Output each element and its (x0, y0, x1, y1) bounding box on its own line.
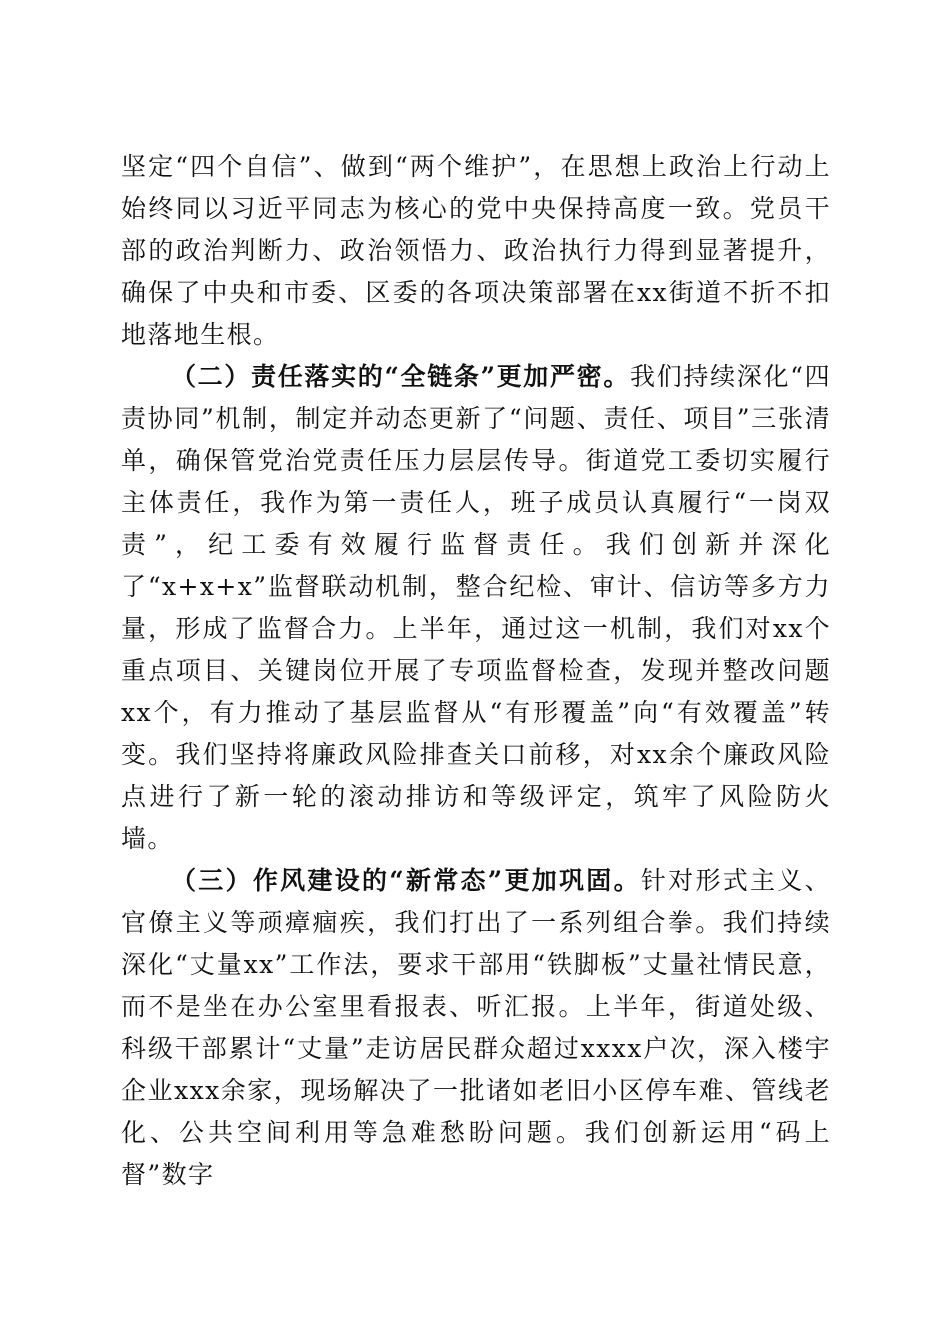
paragraph-text: 坚定“四个自信”、做到“两个维护”，在思想上政治上行动上始终同以习近平同志为核心的党中央保持高度一致。党员干部的政治判断力、政治领悟力、政治执行力得到显著提升，确保了中央和市委、区委的各项决策部署在xx街道不折不扣地落地生根。 (121, 152, 831, 349)
paragraph-text: 我们持续深化“四责协同”机制，制定并动态更新了“问题、责任、项目”三张清单，确保管党治党责任压力层层传导。街道党工委切实履行主体责任，我作为第一责任人，班子成员认真履行“一岗双责”，纪工委有效履行监督责任。我们创新并深化了“x+x+x”监督联动机制，整合纪检、审计、信访等多方力量，形成了监督合力。上半年，通过这一机制，我们对xx个重点项目、关键岗位开展了专项监督检查，发现并整改问题xx个，有力推动了基层监督从“有形覆盖”向“有效覆盖”转变。我们坚持将廉政风险排查关口前移，对xx余个廉政风险点进行了新一轮的滚动排访和等级评定，筑牢了风险防火墙。 (121, 362, 832, 853)
document-body (121, 146, 831, 1196)
paragraph-work-style (121, 860, 831, 1196)
section-heading-work-style: （三）作风建设的“新常态”更加巩固。 (171, 866, 641, 895)
paragraph-text: 针对形式主义、官僚主义等顽瘴痼疾，我们打出了一系列组合拳。我们持续深化“丈量xx”工作法，要求干部用“铁脚板”丈量社情民意，而不是坐在办公室里看报表、听汇报。上半年，街道处级、科级干部累计“丈量”走访居民群众超过xxxx户次，深入楼宇企业xxx余家，现场解决了一批诸如老旧小区停车难、管线老化、公共空间利用等急难愁盼问题。我们创新运用“码上督”数字 (121, 866, 831, 1189)
section-heading-responsibility: （二）责任落实的“全链条”更加严密。 (171, 362, 631, 391)
paragraph-responsibility (121, 356, 831, 860)
paragraph-continuation (121, 146, 831, 356)
